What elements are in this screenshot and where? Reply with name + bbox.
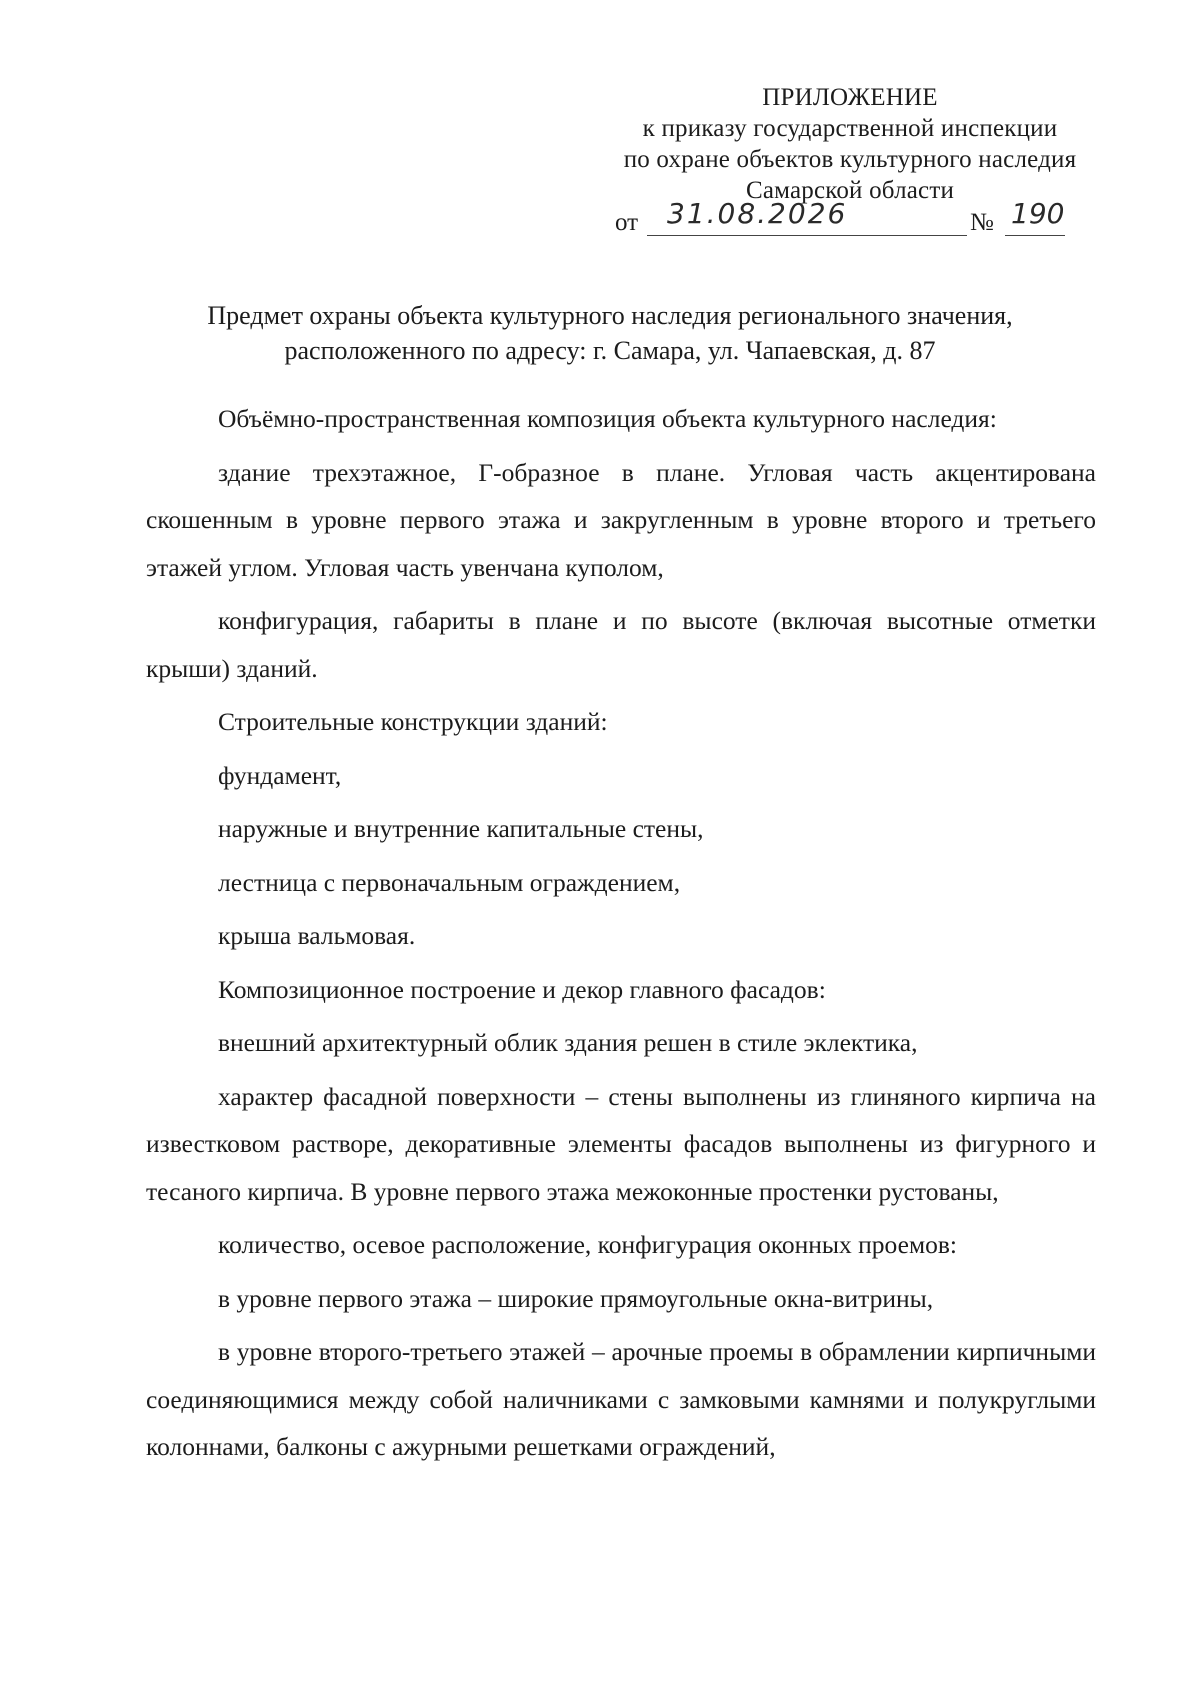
document-body [146,395,1096,1471]
paragraph: внешний архитектурный облик здания решен в стиле эклектика, [218,1028,918,1057]
paragraph: Композиционное построение и декор главного фасадов: [218,974,826,1004]
appendix-line-3: Самарской области [745,177,955,204]
paragraph: в уровне второго-третьего этажей – арочные проемы в обрамлении кирпичными соединяющимися между собой наличниками с замковыми камнями и полукруглыми колоннами, балконы с ажурными решетками ограждений, [146,1337,1096,1461]
title-line-1: Предмет охраны объекта культурного наследия регионального значения, [207,301,1013,330]
paragraph: характер фасадной поверхности – стены выполнены из глиняного кирпича на известковом растворе, декоративные элементы фасадов выполнены из фигурного и тесаного кирпича. В уровне первого этажа межоконные простенки рустованы, [146,1081,1096,1206]
date-field [647,197,967,236]
appendix-header [590,82,1110,206]
number-field [1005,197,1065,236]
document-title [130,298,1090,368]
order-date-number-row [615,197,1075,245]
appendix-line-2: по охране объектов культурного наследия [623,146,1077,173]
handwritten-date: 31.08.2026 [667,197,848,230]
paragraph: Строительные конструкции зданий: [218,707,608,736]
paragraph: наружные и внутренние капитальные стены, [218,814,704,843]
handwritten-number: 190 [1011,197,1065,230]
appendix-line-1: к приказу государственной инспекции [642,115,1058,142]
paragraph: лестница с первоначальным ограждением, [218,867,681,897]
paragraph: в уровне первого этажа – широкие прямоугольные окна-витрины, [218,1283,934,1313]
paragraph: конфигурация, габариты в плане и по высоте (включая высотные отметки крыши) зданий. [146,606,1096,683]
number-label: № [970,209,994,236]
paragraph: количество, осевое расположение, конфигурация оконных проемов: [218,1230,957,1259]
paragraph: фундамент, [218,760,342,790]
title-line-2: расположенного по адресу: г. Самара, ул. Чапаевская, д. 87 [284,336,936,365]
paragraph: здание трехэтажное, Г-образное в плане. Угловая часть акцентирована скошенным в уровне первого этажа и закругленным в уровне второго и третьего этажей углом. Угловая часть увенчана куполом, [146,457,1096,582]
paragraph: крыша вальмовая. [218,921,416,950]
paragraph: Объёмно-пространственная композиция объекта культурного наследия: [218,404,997,433]
date-prefix: от [615,209,639,236]
appendix-title: ПРИЛОЖЕНИЕ [762,84,938,111]
